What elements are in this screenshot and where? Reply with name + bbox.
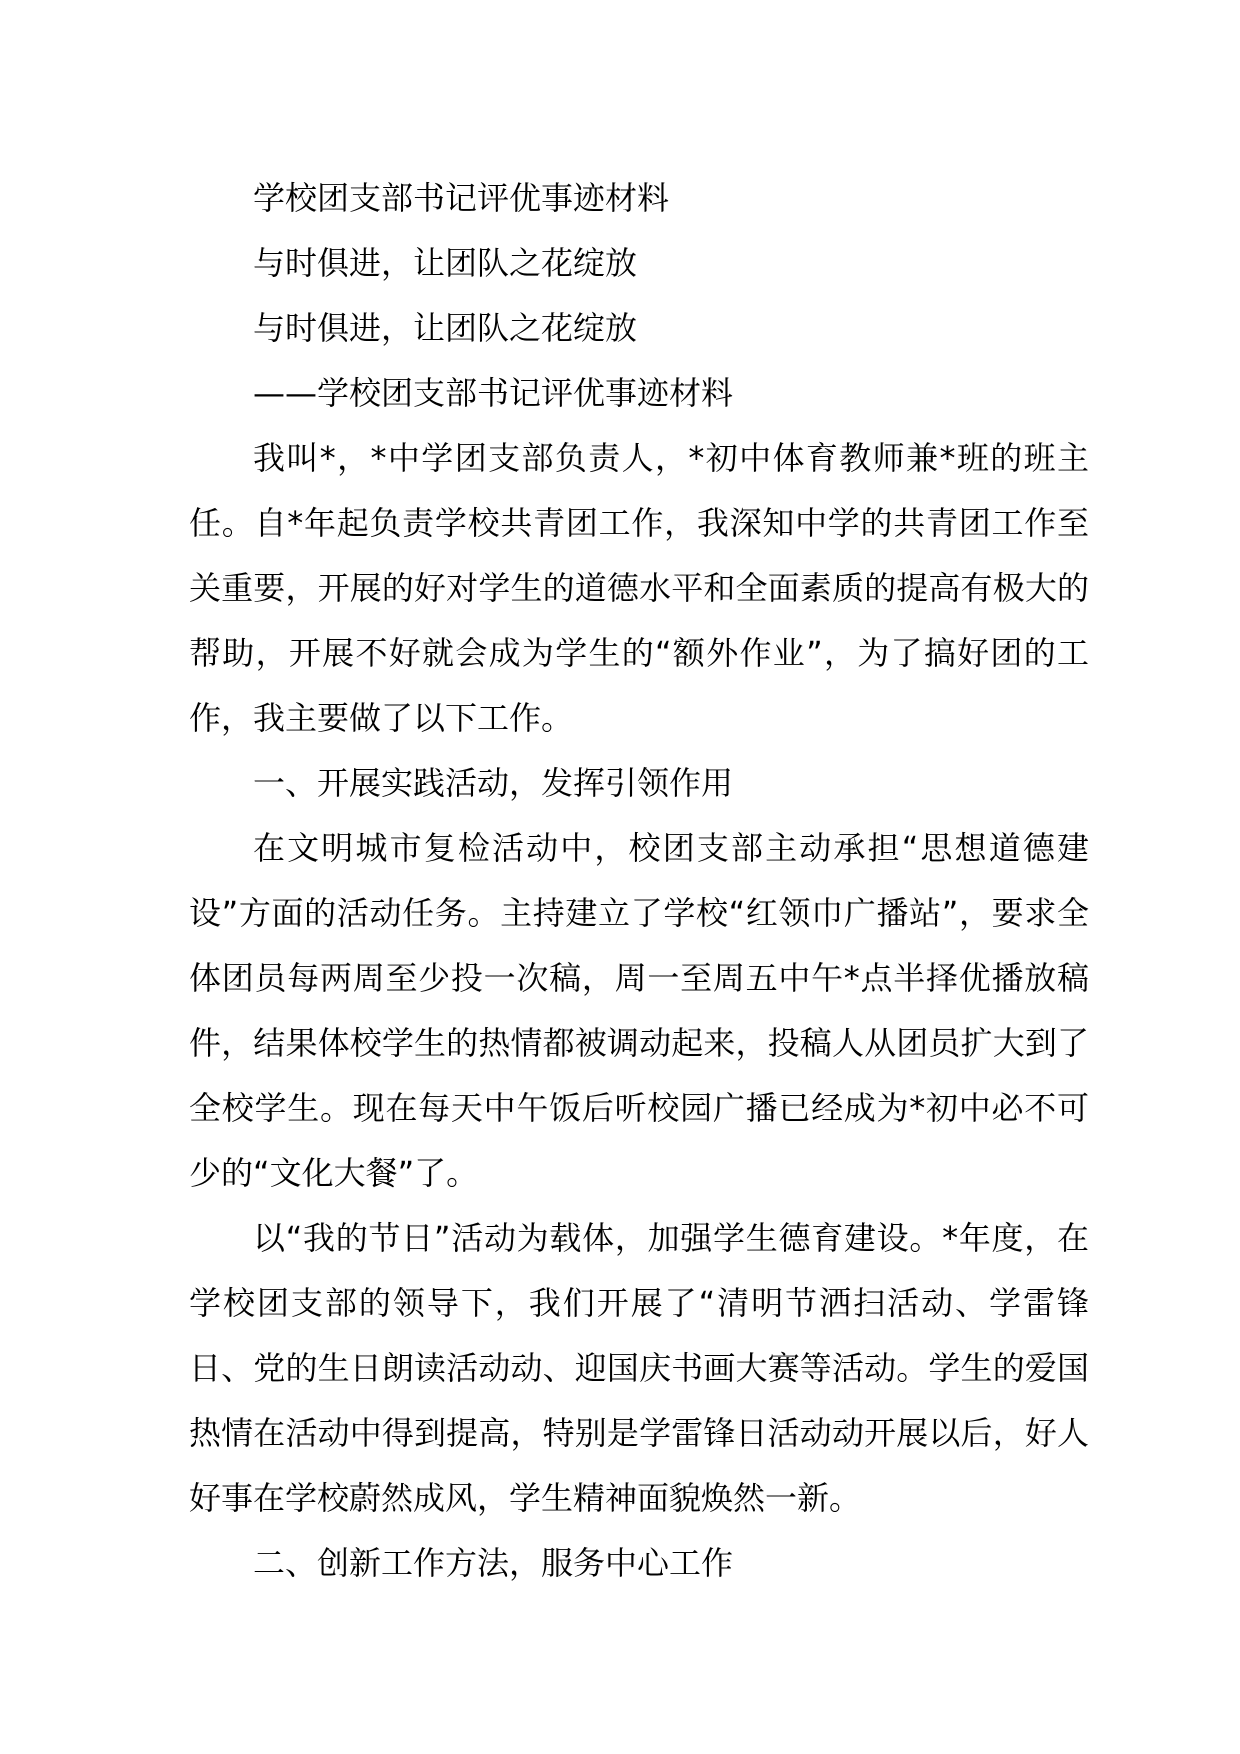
paragraph-civilization: 在文明城市复检活动中，校团支部主动承担“思想道德建设”方面的活动任务。主持建立了学校“红领巾广播站”，要求全体团员每两周至少投一次稿，周一至周五中午*点半择优播放稿件，结果体校学生的热情都被调动起来，投稿人从团员扩大到了全校学生。现在每天中午饭后听校园广播已经成为*初中必不可少的“文化大餐”了。: [189, 829, 1089, 1192]
paragraph-intro: 我叫*，*中学团支部负责人，*初中体育教师兼*班的班主任。自*年起负责学校共青团工作，我深知中学的共青团工作至关重要，开展的好对学生的道德水平和全面素质的提高有极大的帮助，开展不好就会成为学生的“额外作业”，为了搞好团的工作，我主要做了以下工作。: [189, 439, 1089, 737]
document-heading: 与时俱进，让团队之花绽放: [253, 309, 638, 347]
document-title: 学校团支部书记评优事迹材料: [253, 179, 670, 217]
section-heading-2: 二、创新工作方法，服务中心工作: [253, 1544, 734, 1582]
document-heading-subline: ——学校团支部书记评优事迹材料: [253, 374, 734, 412]
document-subtitle: 与时俱进，让团队之花绽放: [253, 244, 638, 282]
document-body: [189, 166, 1089, 1596]
section-heading-1: 一、开展实践活动，发挥引领作用: [253, 764, 734, 802]
paragraph-festivals: 以“我的节日”活动为载体，加强学生德育建设。*年度，在学校团支部的领导下，我们开展了“清明节洒扫活动、学雷锋日、党的生日朗读活动动、迎国庆书画大赛等活动。学生的爱国热情在活动中得到提高，特别是学雷锋日活动动开展以后，好人好事在学校蔚然成风，学生精神面貌焕然一新。: [189, 1219, 1089, 1517]
